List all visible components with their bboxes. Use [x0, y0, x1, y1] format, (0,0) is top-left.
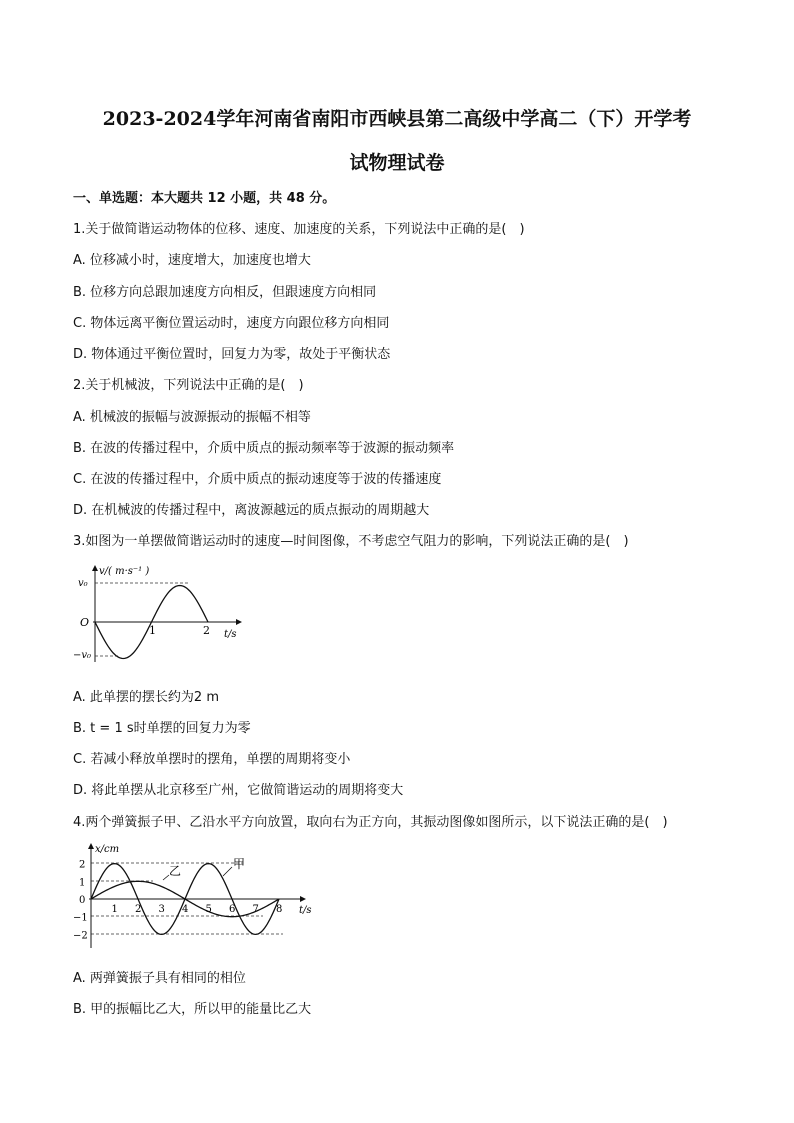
x-tick-7: 7	[252, 904, 259, 915]
y-tick-origin: O	[80, 616, 90, 629]
q1-option-c: C. 物体远离平衡位置运动时，速度方向跟位移方向相同	[73, 316, 390, 331]
y-tick-0: 0	[79, 895, 86, 906]
x-tick-1: 1	[111, 904, 118, 915]
y-tick-m2: −2	[73, 930, 88, 942]
x-tick-1: 1	[149, 624, 156, 637]
x-tick-4: 4	[182, 904, 189, 915]
x-axis-label: t/s	[299, 905, 312, 916]
q1-option-a: A. 位移减小时，速度增大，加速度也增大	[73, 253, 311, 268]
q1-option-d: D. 物体通过平衡位置时，回复力为零，故处于平衡状态	[73, 347, 391, 362]
x-axis-label: t/s	[224, 629, 237, 640]
q1-option-b: B. 位移方向总跟加速度方向相反，但跟速度方向相同	[73, 285, 377, 300]
q4-option-b: B. 甲的振幅比乙大，所以甲的能量比乙大	[73, 1002, 312, 1017]
y-axis-label: v/( m·s⁻¹ )	[99, 566, 150, 577]
q4-option-a: A. 两弹簧振子具有相同的相位	[73, 971, 246, 986]
q3-option-d: D. 将此单摆从北京移至广州，它做简谐运动的周期将变大	[73, 783, 404, 798]
x-tick-3: 3	[158, 904, 165, 915]
y-tick-labels	[73, 860, 88, 942]
legend-jia: 甲	[233, 857, 246, 871]
q3-option-a: A. 此单摆的摆长约为2 m	[73, 690, 219, 705]
q2-option-d: D. 在机械波的传播过程中，离波源越远的质点振动的周期越大	[73, 503, 430, 518]
jia-label-leader	[223, 867, 232, 876]
q3-vt-graph	[73, 560, 258, 670]
q2-option-a: A. 机械波的振幅与波源振动的振幅不相等	[73, 410, 311, 425]
q2-option-c: C. 在波的传播过程中，介质中质点的振动速度等于波的传播速度	[73, 472, 442, 487]
q1-stem: 1.关于做简谐运动物体的位移、速度、加速度的关系，下列说法中正确的是( )	[73, 222, 525, 237]
q2-stem: 2.关于机械波，下列说法中正确的是( )	[73, 378, 304, 393]
q4-xt-graph	[73, 840, 328, 955]
y-tick-neg-v0: −v₀	[73, 650, 92, 661]
y-tick-2: 2	[79, 859, 86, 871]
q3-stem: 3.如图为一单摆做简谐运动时的速度—时间图像，不考虑空气阻力的影响，下列说法正确的是( )	[73, 534, 629, 549]
title-line-2: 试物理试卷	[349, 152, 445, 174]
x-tick-8: 8	[276, 904, 283, 915]
legend-yi: 乙	[169, 864, 182, 878]
y-tick-1: 1	[79, 877, 86, 889]
x-tick-2: 2	[203, 624, 210, 637]
q2-option-b: B. 在波的传播过程中，介质中质点的振动频率等于波源的振动频率	[73, 441, 455, 456]
y-tick-v0: v₀	[78, 578, 88, 589]
q4-stem: 4.两个弹簧振子甲、乙沿水平方向放置，取向右为正方向，其振动图像如图所示，以下说法正确的是( )	[73, 815, 668, 830]
x-tick-2: 2	[135, 904, 142, 915]
x-tick-5: 5	[205, 904, 212, 915]
y-tick-m1: −1	[73, 912, 88, 924]
y-axis-label: x/cm	[95, 844, 120, 855]
q3-option-b: B. t = 1 s时单摆的回复力为零	[73, 721, 251, 736]
q3-option-c: C. 若减小释放单摆时的摆角，单摆的周期将变小	[73, 752, 351, 767]
title-line-1: 2023-2024学年河南省南阳市西峡县第二高级中学高二（下）开学考	[102, 108, 692, 130]
section-heading: 一、单选题：本大题共 12 小题，共 48 分。	[73, 191, 336, 206]
x-tick-6: 6	[229, 904, 236, 915]
